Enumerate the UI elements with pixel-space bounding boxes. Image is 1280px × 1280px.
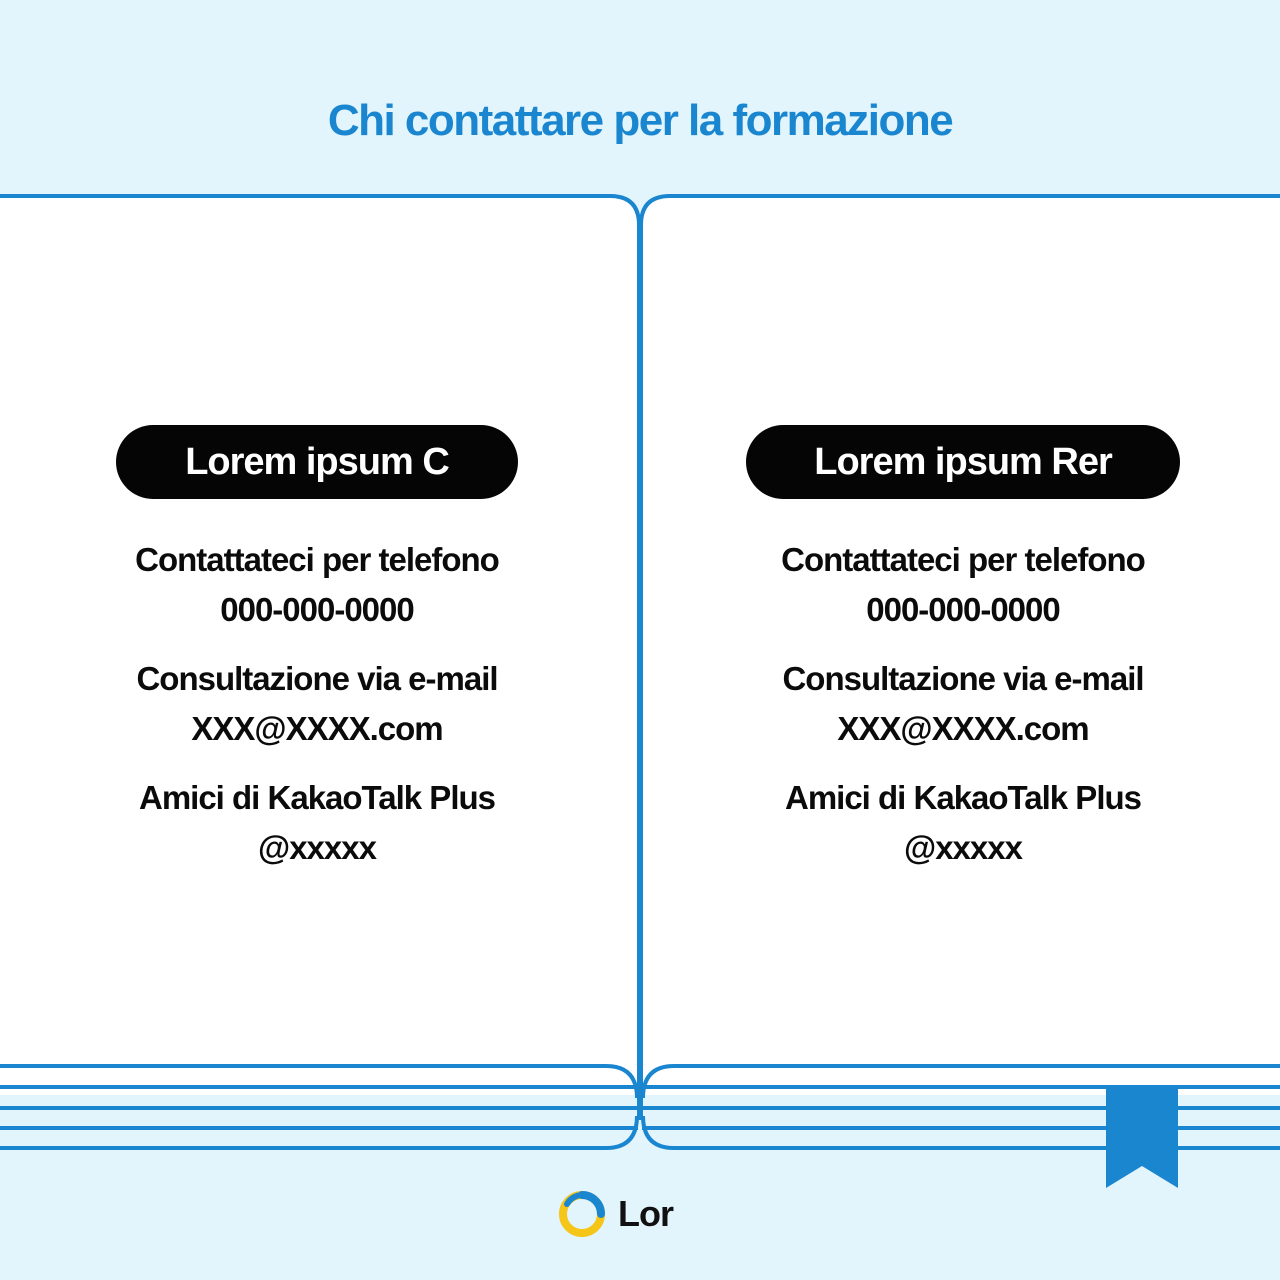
brand-name: Lor <box>618 1193 673 1234</box>
brand-logo <box>556 1188 673 1240</box>
kakao-label: Amici di KakaoTalk Plus <box>138 779 496 816</box>
email-address[interactable]: XXX@XXXX.com <box>837 710 1089 747</box>
contact-column-right <box>703 425 1223 873</box>
column-header-pill: Lorem ipsum C <box>116 425 518 499</box>
kakao-handle[interactable]: @xxxxx <box>904 829 1022 866</box>
page-title: Chi contattare per la formazione <box>327 96 953 145</box>
contact-column-left <box>57 425 577 873</box>
email-label: Consultazione via e-mail <box>782 660 1144 697</box>
bookmark-icon <box>1106 1088 1178 1188</box>
column-header-pill: Lorem ipsum Rer <box>746 425 1180 499</box>
phone-label: Contattateci per telefono <box>135 541 499 578</box>
kakao-label: Amici di KakaoTalk Plus <box>784 779 1142 816</box>
email-label: Consultazione via e-mail <box>136 660 498 697</box>
kakao-handle[interactable]: @xxxxx <box>258 829 376 866</box>
ring-logo-icon <box>556 1188 608 1240</box>
email-address[interactable]: XXX@XXXX.com <box>191 710 443 747</box>
phone-number[interactable]: 000-000-0000 <box>220 591 414 628</box>
phone-label: Contattateci per telefono <box>781 541 1145 578</box>
phone-number[interactable]: 000-000-0000 <box>866 591 1060 628</box>
